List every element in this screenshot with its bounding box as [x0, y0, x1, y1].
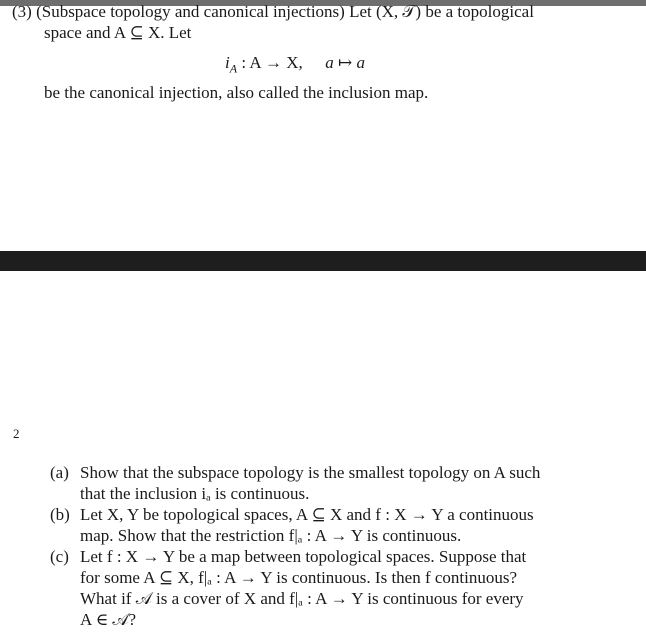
page-number: 2 [13, 426, 20, 441]
item-c-label: (c) [50, 547, 69, 566]
problem-heading-line: (3) (Subspace topology and canonical injections) Let (X, 𝒯) be a topological [12, 2, 534, 21]
item-b-label: (b) [50, 505, 70, 524]
item-a-line-2: that the inclusion iₐ is continuous. [80, 484, 310, 503]
item-a-label: (a) [50, 463, 69, 482]
display-equation [225, 52, 365, 79]
item-a-line-1: Show that the subspace topology is the smallest topology on A such [80, 463, 541, 482]
item-b-line-1: Let X, Y be topological spaces, A ⊆ X and f : X → Y a continuous [80, 505, 534, 524]
problem-intro-line: space and A ⊆ X. Let [44, 23, 192, 42]
document-page-top [0, 0, 646, 250]
item-c-line-4: A ∈ 𝒜? [80, 610, 137, 629]
equation-map-domain: : A → X, [237, 53, 303, 72]
item-c-line-3: What if 𝒜 is a cover of X and f|ₐ : A → Y is continuous for every [80, 589, 524, 608]
problem-definition-line: be the canonical injection, also called the inclusion map. [44, 83, 429, 102]
equation-map-rule: a ↦ a [325, 53, 365, 72]
item-c-line-2: for some A ⊆ X, f|ₐ : A → Y is continuous. Is then f continuous? [80, 568, 518, 587]
item-c-line-1: Let f : X → Y be a map between topological spaces. Suppose that [80, 547, 527, 566]
item-b-line-2: map. Show that the restriction f|ₐ : A → Y is continuous. [80, 526, 462, 545]
equation-map-symbol: i [225, 53, 230, 72]
equation-map-subscript: A [229, 61, 238, 76]
page-separator [0, 251, 646, 271]
